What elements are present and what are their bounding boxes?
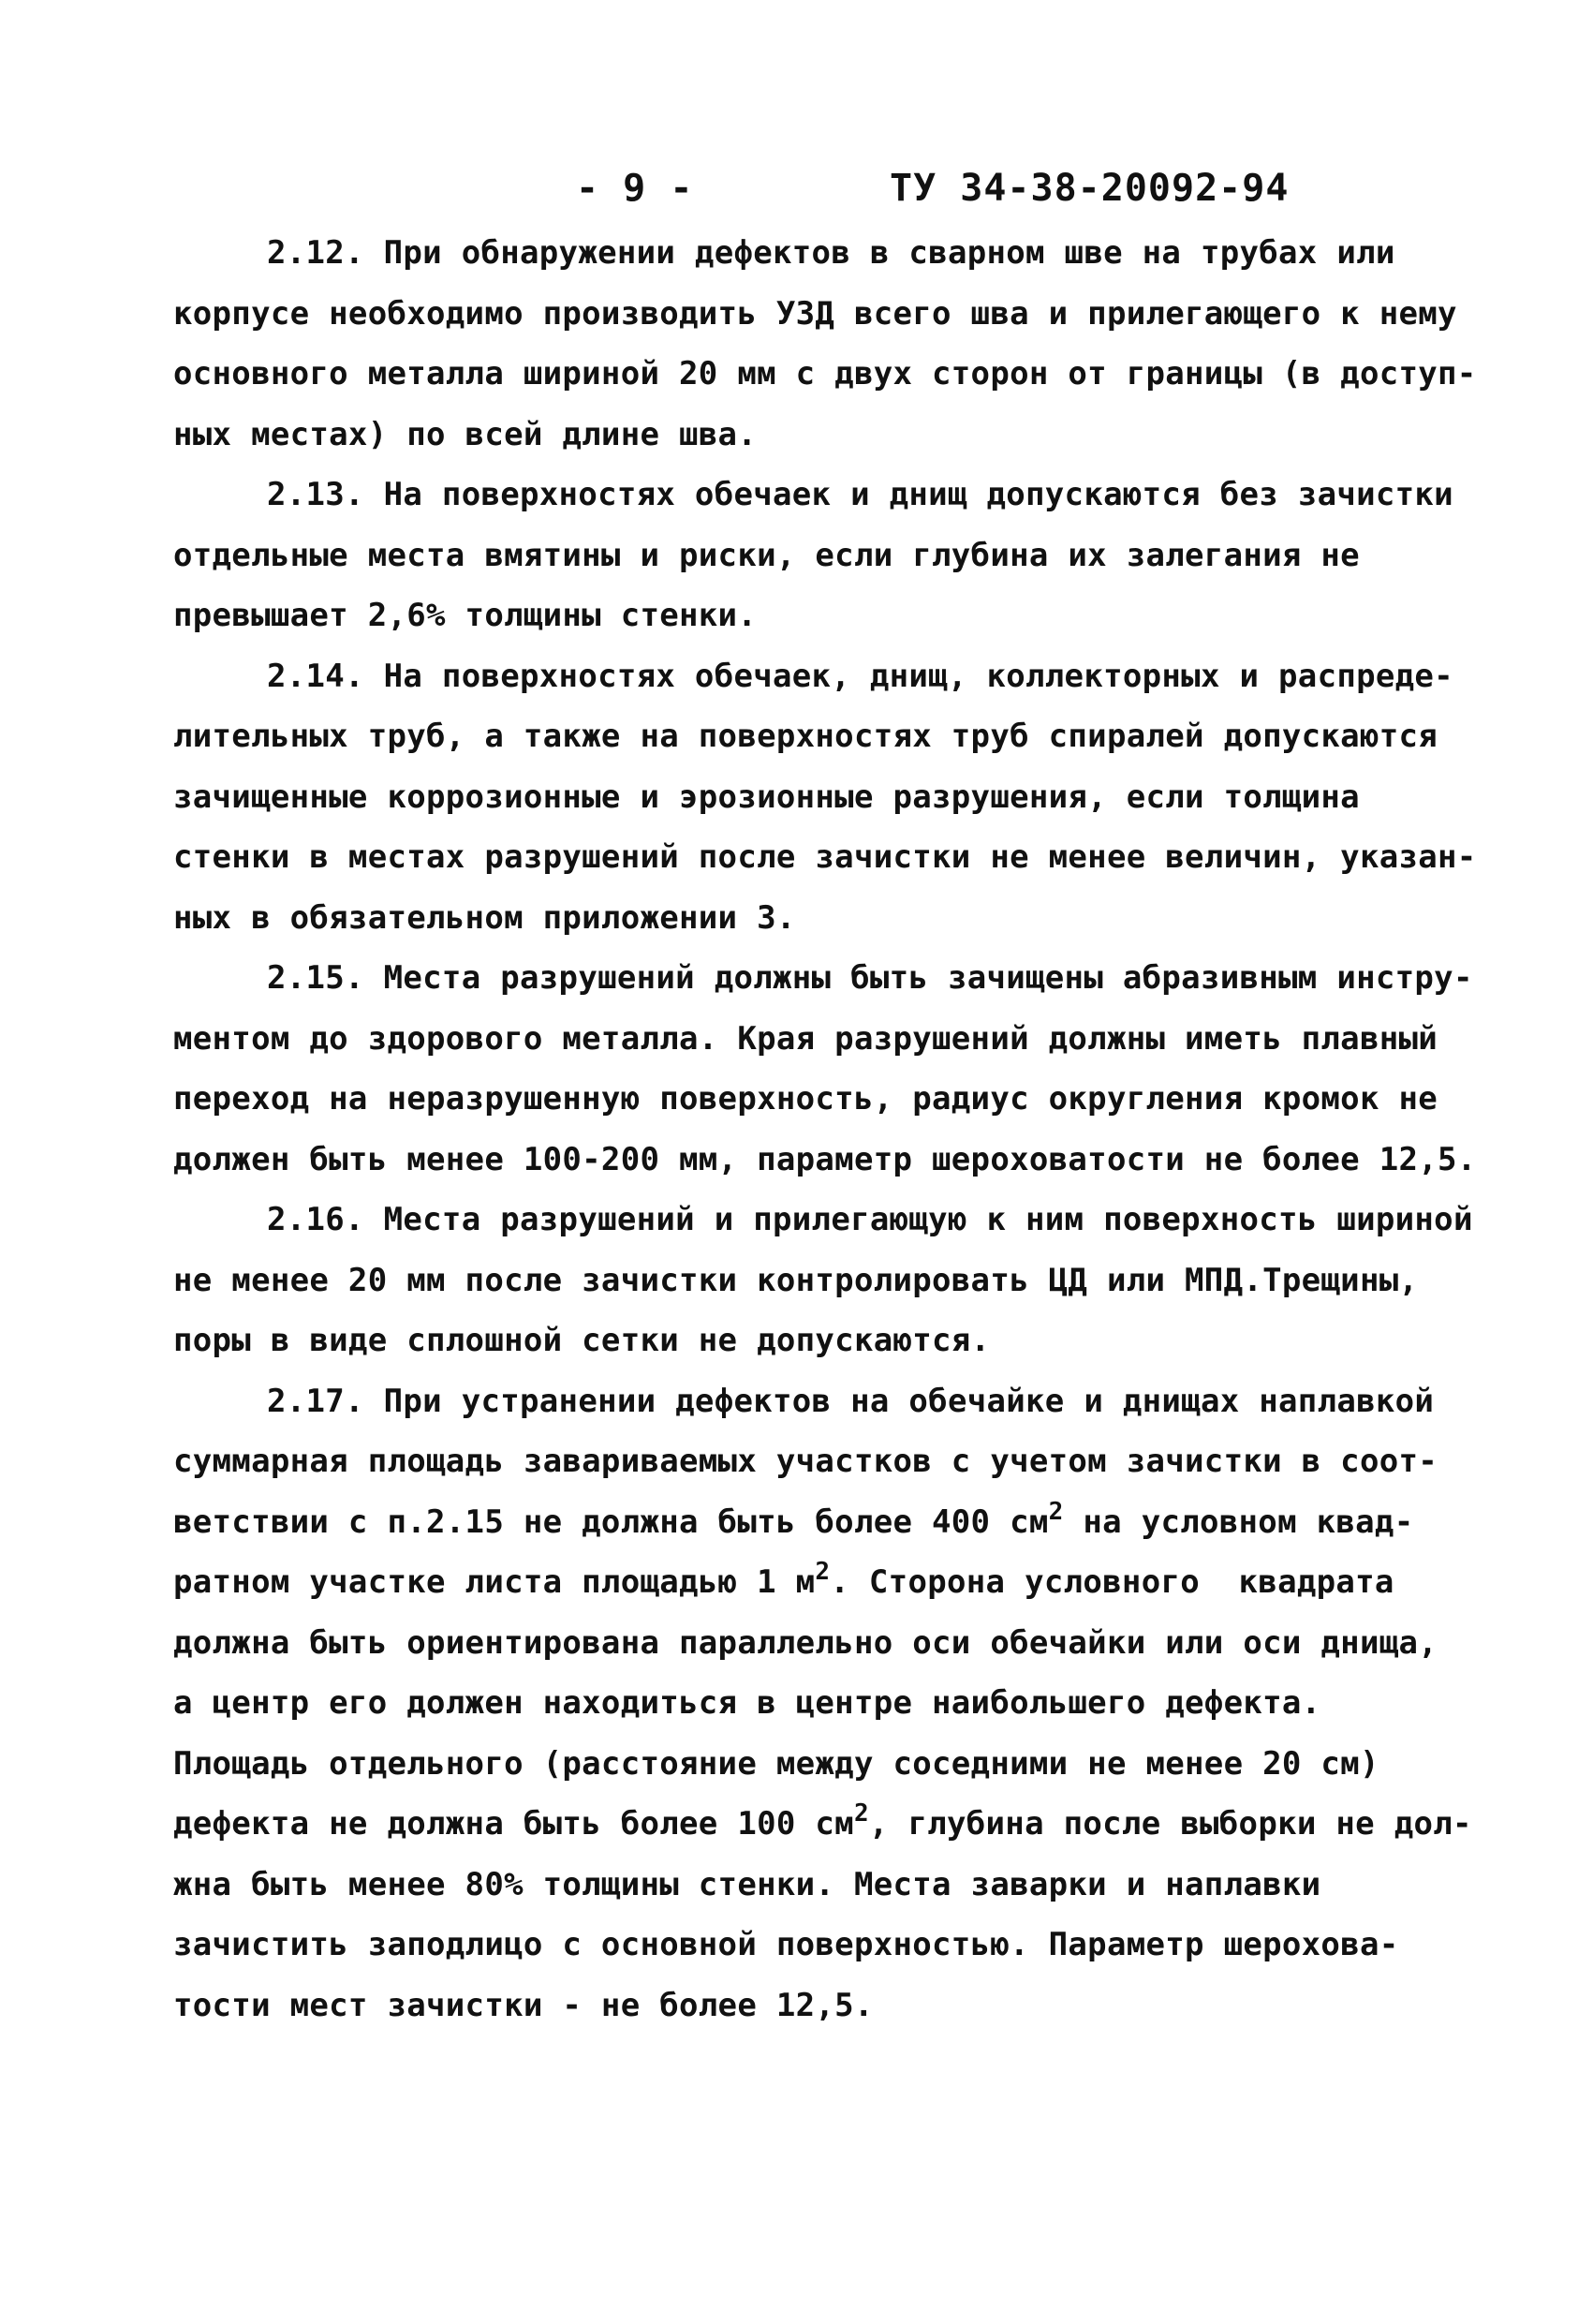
text-line: должна быть ориентирована параллельно оси обечайки или оси днища, [173, 1623, 1438, 1662]
text-segment: . Сторона условного квадрата [830, 1563, 1394, 1601]
text-segment: дефекта не должна быть более 100 см [173, 1805, 854, 1843]
paragraph-2-12 [173, 223, 1477, 465]
text-line: не менее 20 мм после зачистки контролировать ЦД или МПД.Трещины, [173, 1261, 1419, 1299]
text-line: отдельные места вмятины и риски, если глубина их залегания не [173, 536, 1360, 574]
document-body [173, 223, 1477, 2035]
text-line: переход на неразрушенную поверхность, радиус округления кромок не [173, 1080, 1438, 1118]
text-line: зачищенные коррозионные и эрозионные разрушения, если толщина [173, 777, 1360, 816]
text-line: должен быть менее 100-200 мм, параметр шероховатости не более 12,5. [173, 1140, 1477, 1178]
text-line [173, 1492, 1428, 1553]
text-line: лительных труб, а также на поверхностях труб спиралей допускаются [173, 718, 1438, 755]
text-segment: , глубина после выборки не дол- [868, 1805, 1472, 1843]
document-code: ТУ 34-38-20092-94 [890, 167, 1290, 210]
superscript: 2 [815, 1558, 831, 1586]
text-line [173, 1552, 1428, 1613]
text-line: превышает 2,6% толщины стенки. [173, 597, 758, 634]
superscript: 2 [1048, 1497, 1064, 1526]
superscript: 2 [853, 1799, 869, 1828]
paragraph-2-17 [173, 1371, 1472, 2036]
text-line: поры в виде сплошной сетки не допускаются. [173, 1322, 991, 1359]
paragraph-2-15 [173, 948, 1477, 1190]
text-line: 2.14. На поверхностях обечаек, днищ, коллекторных и распреде- [267, 657, 1453, 695]
text-line: стенки в местах разрушений после зачистки не менее величин, указан- [173, 838, 1477, 876]
paragraph-2-16 [173, 1190, 1473, 1371]
text-line: 2.12. При обнаружении дефектов в сварном шве на трубах или [267, 234, 1395, 272]
text-line: основного металла шириной 20 мм с двух сторон от границы (в доступ- [173, 355, 1477, 392]
paragraph-2-14 [173, 646, 1477, 949]
paragraph-2-13 [173, 465, 1453, 646]
text-segment: ветствии с п.2.15 не должна быть более 400 см [173, 1502, 1049, 1541]
text-line: жна быть менее 80% толщины стенки. Места заварки и наплавки [173, 1865, 1321, 1903]
text-line: 2.16. Места разрушений и прилегающую к ним поверхность шириной [267, 1201, 1473, 1238]
text-line [173, 1794, 1472, 1855]
text-line: 2.17. При устранении дефектов на обечайке и днищах наплавкой [267, 1382, 1435, 1420]
text-line: 2.13. На поверхностях обечаек и днищ допускаются без зачистки [267, 476, 1453, 513]
text-line: ных в обязательном приложении 3. [173, 898, 796, 937]
text-line: тости мест зачистки - не более 12,5. [173, 1986, 874, 2024]
text-line: суммарная площадь завариваемых участков с учетом зачистки в соот- [173, 1443, 1438, 1480]
text-line: а центр его должен находиться в центре наибольшего дефекта. [173, 1684, 1321, 1722]
text-line: 2.15. Места разрушений должны быть зачищены абразивным инстру- [267, 959, 1473, 997]
text-line: корпусе необходимо производить УЗД всего шва и прилегающего к нему [173, 294, 1457, 333]
text-segment: на условном квад- [1063, 1502, 1414, 1541]
text-line: зачистить заподлицо с основной поверхностью. Параметр шерохова- [173, 1926, 1399, 1963]
text-line: ных местах) по всей длине шва. [173, 415, 758, 453]
page-header [0, 167, 1593, 223]
text-segment: ратном участке листа площадью 1 м [173, 1563, 816, 1601]
page-number: - 9 - [576, 167, 694, 210]
text-line: ментом до здорового металла. Края разрушений должны иметь плавный [173, 1019, 1438, 1058]
text-line: Площадь отдельного (расстояние между соседними не менее 20 см) [173, 1744, 1379, 1783]
